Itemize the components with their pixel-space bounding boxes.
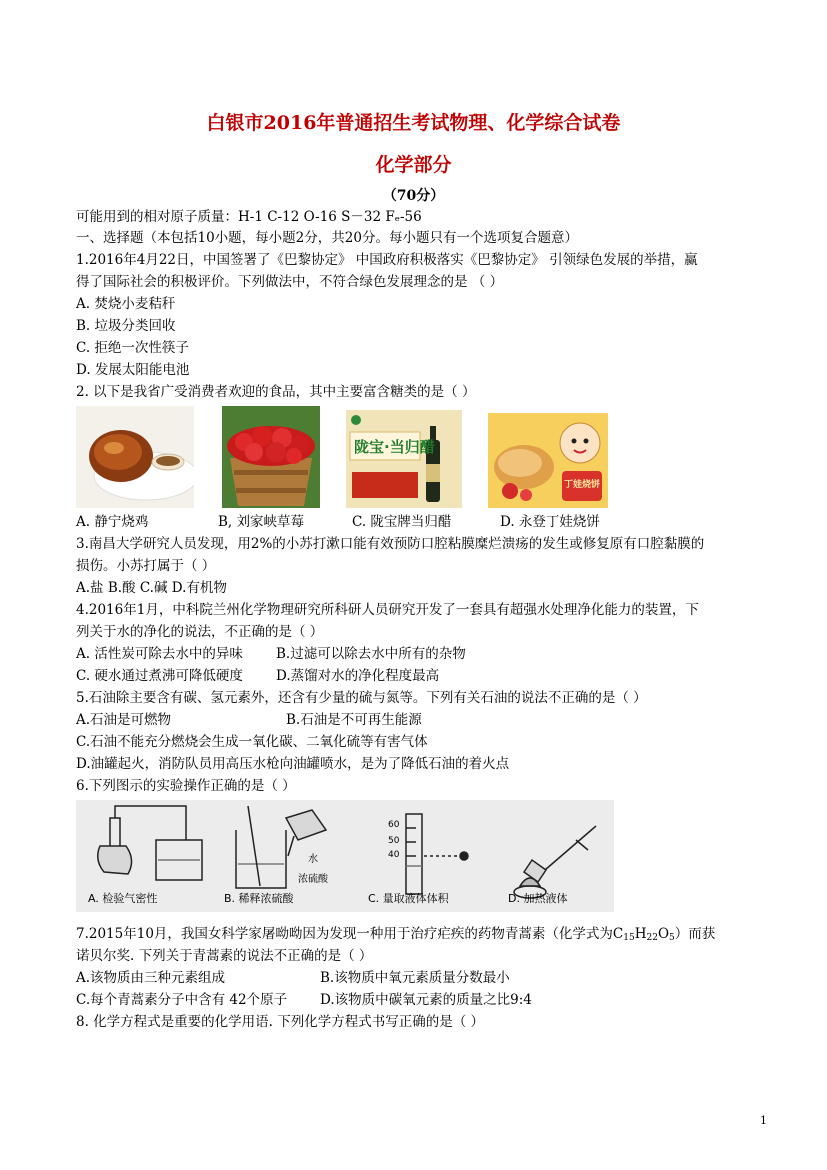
q7-option-b: B.该物质中氧元素质量分数最小 bbox=[320, 970, 510, 986]
shaobing-label-text: 丁娃烧饼 bbox=[564, 480, 601, 490]
total-score: （70分） bbox=[382, 188, 445, 204]
q5-option-c: C.石油不能充分燃烧会生成一氧化碳、二氧化硫等有害气体 bbox=[76, 734, 428, 750]
atomic-masses: 可能用到的相对原子质量：H-1 C-12 O-16 S－32 Fₑ-56 bbox=[76, 209, 422, 225]
q1-option-d: D. 发展太阳能电池 bbox=[76, 362, 190, 378]
q4-option-a: A. 活性炭可除去水中的异味 bbox=[76, 646, 243, 662]
q1-stem-line1: 1.2016年4月22日，中国签署了《巴黎协定》 中国政府积极落实《巴黎协定》 引领绿色发展的举措，赢 bbox=[76, 252, 698, 268]
q5-option-d: D.油罐起火，消防队员用高压水枪向油罐喷水，是为了降低石油的着火点 bbox=[76, 756, 510, 772]
q5-option-b: B.石油是不可再生能源 bbox=[286, 712, 422, 728]
strawberry-basket-image bbox=[222, 406, 320, 508]
q4-stem-line2: 列关于水的净化的说法，不正确的是（ ） bbox=[76, 624, 324, 640]
q5-stem: 5.石油除主要含有碳、氢元素外，还含有少量的硫与氮等。下列有关石油的说法不正确的是（ ） bbox=[76, 690, 647, 706]
section-title: 化学部分 bbox=[375, 154, 452, 176]
q2-option-a: A. 静宁烧鸡 bbox=[76, 514, 149, 530]
q2-stem: 2. 以下是我省广受消费者欢迎的食品，其中主要富含糖类的是（ ） bbox=[76, 384, 476, 400]
q7-stem-line1: 7.2015年10月，我国女科学家屠呦呦因为发现一种用于治疗疟疾的药物青蒿素（化学式为$C_{15}H_{22}O_5$）而获 bbox=[76, 926, 716, 943]
q4-option-c: C. 硬水通过煮沸可降低硬度 bbox=[76, 668, 243, 684]
shaobing-image bbox=[488, 413, 608, 508]
exam-title: 白银市2016年普通招生考试物理、化学综合试卷 bbox=[206, 112, 621, 134]
q4-option-b: B.过滤可以除去水中所有的杂物 bbox=[276, 646, 466, 662]
q5-option-a: A.石油是可燃物 bbox=[76, 712, 172, 728]
q1-option-b: B. 垃圾分类回收 bbox=[76, 318, 176, 334]
vinegar-product-image bbox=[346, 410, 462, 508]
fig-d-caption: D. 加热液体 bbox=[508, 892, 568, 905]
fig-c-tick-50: 50 bbox=[388, 836, 400, 846]
fig-c-caption: C. 量取液体体积 bbox=[368, 892, 449, 905]
q3-stem-line1: 3.南昌大学研究人员发现，用2%的小苏打漱口能有效预防口腔粘膜糜烂溃疡的发生或修复原有口腔黏膜的 bbox=[76, 536, 705, 552]
q7-option-c: C.每个青蒿素分子中含有 42个原子 bbox=[76, 992, 288, 1008]
page-number: 1 bbox=[760, 1114, 767, 1127]
section-heading: 一、选择题（本包括10小题，每小题2分，共20分。每小题只有一个选项复合题意） bbox=[76, 230, 578, 246]
fig-b-acid-label: 浓硫酸 bbox=[298, 874, 328, 885]
vinegar-label-text: 陇宝·当归醋 bbox=[354, 438, 435, 456]
q7-stem-line2: 诺贝尔奖. 下列关于青蒿素的说法不正确的是（ ） bbox=[76, 948, 373, 964]
q2-option-c: C. 陇宝牌当归醋 bbox=[352, 514, 452, 530]
q3-stem-line2: 损伤。小苏打属于（ ） bbox=[76, 558, 216, 574]
q7-option-a: A.该物质由三种元素组成 bbox=[76, 970, 226, 986]
q4-option-d: D.蒸馏对水的净化程度最高 bbox=[276, 668, 440, 684]
q7-option-d: D.该物质中碳氧元素的质量之比9:4 bbox=[320, 992, 532, 1008]
fig-b-caption: B. 稀释浓硫酸 bbox=[224, 892, 294, 905]
q6-stem: 6.下列图示的实验操作正确的是（ ） bbox=[76, 778, 296, 794]
q1-option-a: A. 焚烧小麦秸秆 bbox=[76, 296, 176, 312]
q2-option-b: B, 刘家峡草莓 bbox=[218, 514, 305, 530]
fig-a-caption: A. 检验气密性 bbox=[88, 892, 158, 905]
fig-c-tick-60: 60 bbox=[388, 820, 400, 830]
q1-stem-line2: 得了国际社会的积极评价。下列做法中，不符合绿色发展理念的是 （ ） bbox=[76, 274, 504, 290]
q8-stem: 8. 化学方程式是重要的化学用语. 下列化学方程式书写正确的是（ ） bbox=[76, 1014, 485, 1030]
lab-operations-figure bbox=[76, 800, 614, 912]
q2-option-d: D. 永登丁娃烧饼 bbox=[500, 514, 600, 530]
q1-option-c: C. 拒绝一次性筷子 bbox=[76, 340, 189, 356]
fig-b-water-label: 水 bbox=[308, 854, 318, 865]
q3-options: A.盐 B.酸 C.碱 D.有机物 bbox=[76, 580, 227, 596]
roast-chicken-image bbox=[76, 406, 194, 508]
q4-stem-line1: 4.2016年1月，中科院兰州化学物理研究所科研人员研究开发了一套具有超强水处理净化能力的装置，下 bbox=[76, 602, 699, 618]
fig-c-tick-40: 40 bbox=[388, 850, 400, 860]
